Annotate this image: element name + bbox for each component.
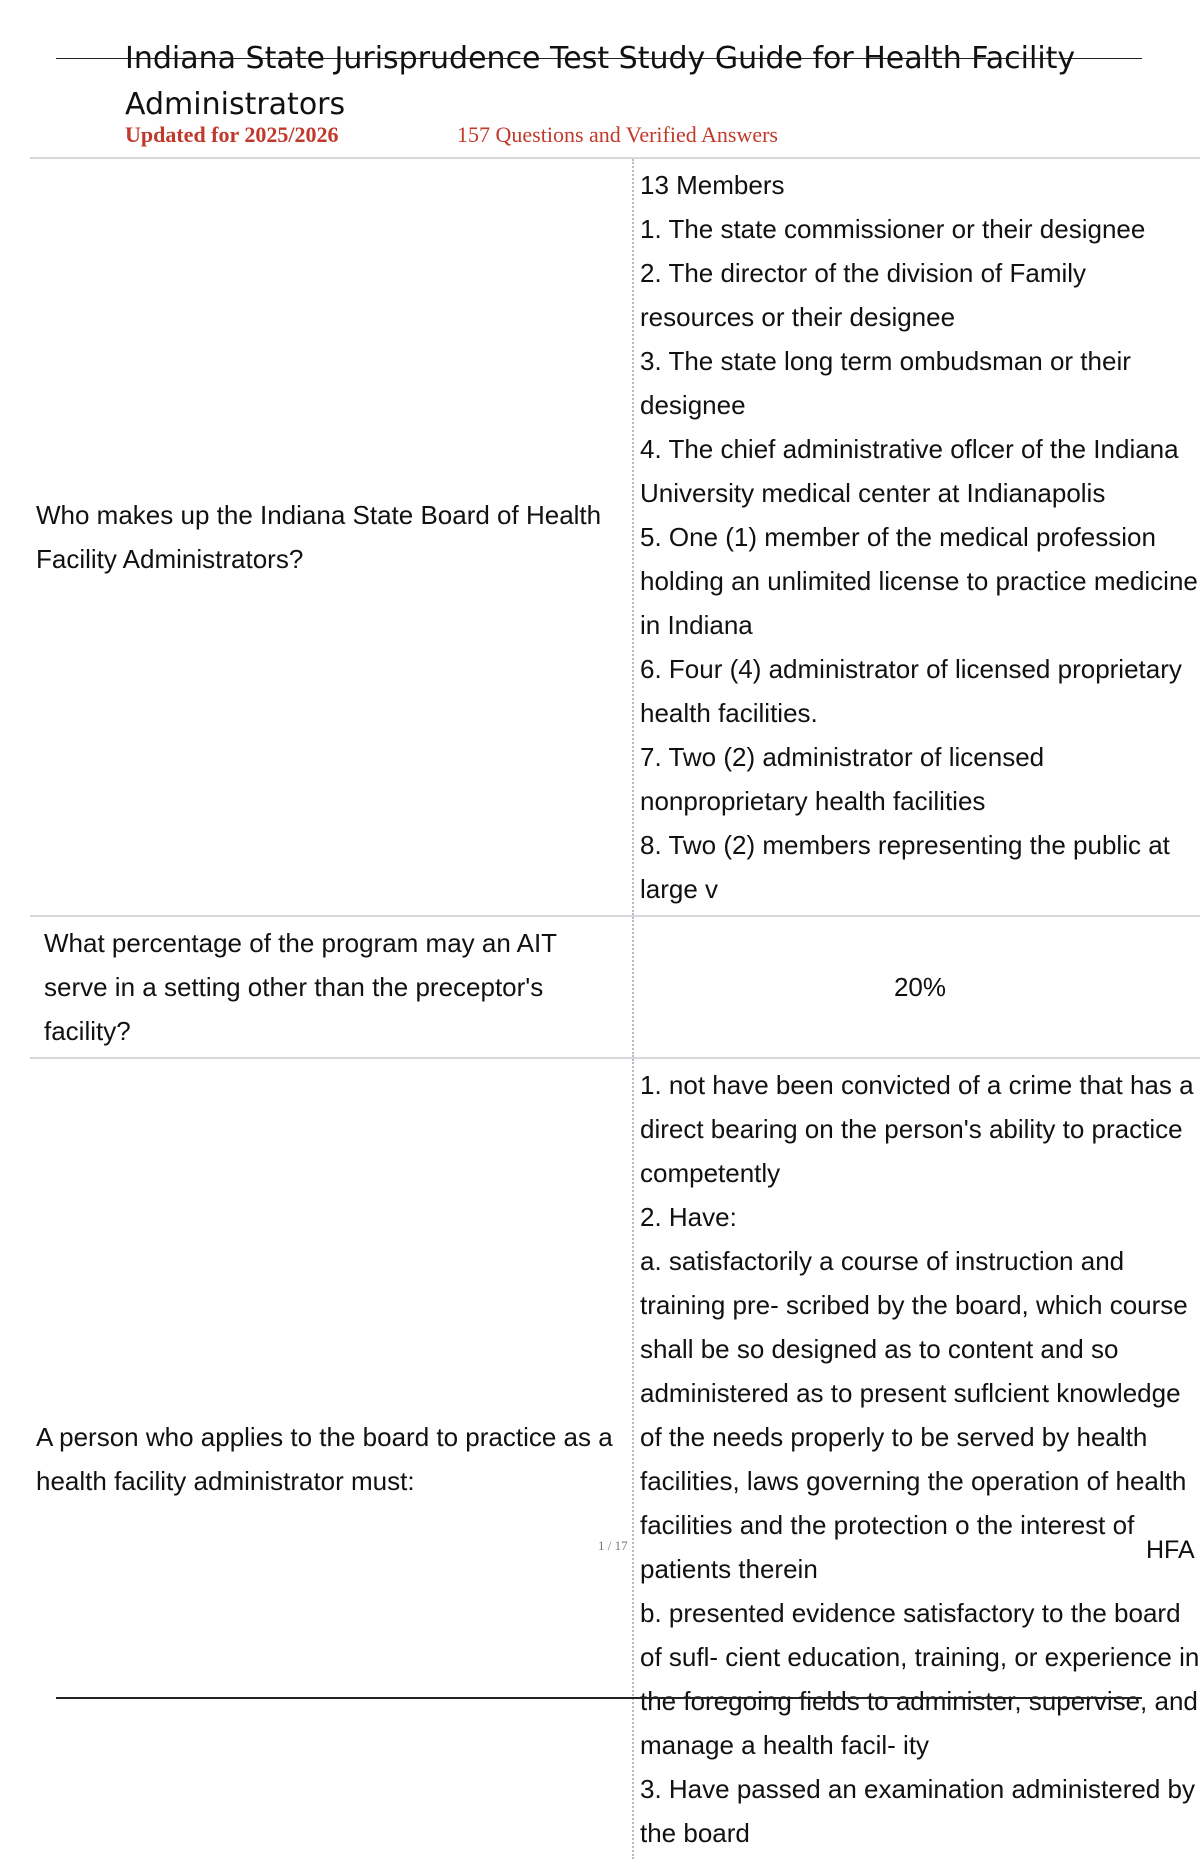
question-count-label: 157 Questions and Verified Answers [457,122,778,147]
footer-tag: HFA [1146,1536,1195,1564]
document-header [0,0,1200,160]
table-row [30,158,1200,916]
answer-line: 2. Have: [640,1202,737,1232]
answer-line: 4. The chief administrative oflcer of the Indiana University medical center at Indianapolis [640,434,1179,508]
answer-line: b. presented evidence satisfactory to the board of sufl- cient education, training, or experience in the foregoing fields to administer, supervise, and manage a health facil- ity [640,1598,1200,1760]
qa-table [30,157,1200,1859]
answer-line: a. satisfactorily a course of instruction and training pre- scribed by the board, which course shall be so designed as to content and so administered as to present suflcient knowledge of the needs properly to be served by health facilities, laws governing the operation of health facilities and the protection o the interest of patients therein [640,1246,1188,1584]
table-row [30,1058,1200,1859]
answer-line: 1. not have been convicted of a crime that has a direct bearing on the person's ability to practice competently [640,1070,1194,1188]
answer-cell [633,916,1200,1058]
answer-cell [633,158,1200,916]
document-title: Indiana State Jurisprudence Test Study Guide for Health Facility Administrators [125,41,1076,122]
question-cell: Who makes up the Indiana State Board of Health Facility Administrators? [30,158,633,916]
answer-line: 1. The state commissioner or their designee [640,214,1146,244]
table-row [30,916,1200,1058]
question-cell: What percentage of the program may an AIT serve in a setting other than the preceptor's facility? [30,916,633,1058]
answer-cell [633,1058,1200,1859]
answer-line: 3. Have passed an examination administered by the board [640,1774,1195,1848]
answer-line: 20% [893,972,947,1002]
question-cell: A person who applies to the board to practice as a health facility administrator must: [30,1058,633,1859]
answer-line: 3. The state long term ombudsman or their designee [640,346,1131,420]
answer-line: 2. The director of the division of Family resources or their designee [640,258,1087,332]
answer-line: 5. One (1) member of the medical profession holding an unlimited license to practice medicine in Indiana [640,522,1198,640]
updated-label: Updated for 2025/2026 [125,122,339,147]
answer-line: 6. Four (4) administrator of licensed proprietary health facilities. [640,654,1182,728]
answer-line: 13 Members [640,170,785,200]
page-number: 1 / 17 [598,1538,628,1553]
answer-line: 8. Two (2) members representing the public at large v [640,830,1170,904]
bottom-rule [56,1697,1142,1699]
answer-line: 7. Two (2) administrator of licensed nonproprietary health facilities [640,742,1045,816]
